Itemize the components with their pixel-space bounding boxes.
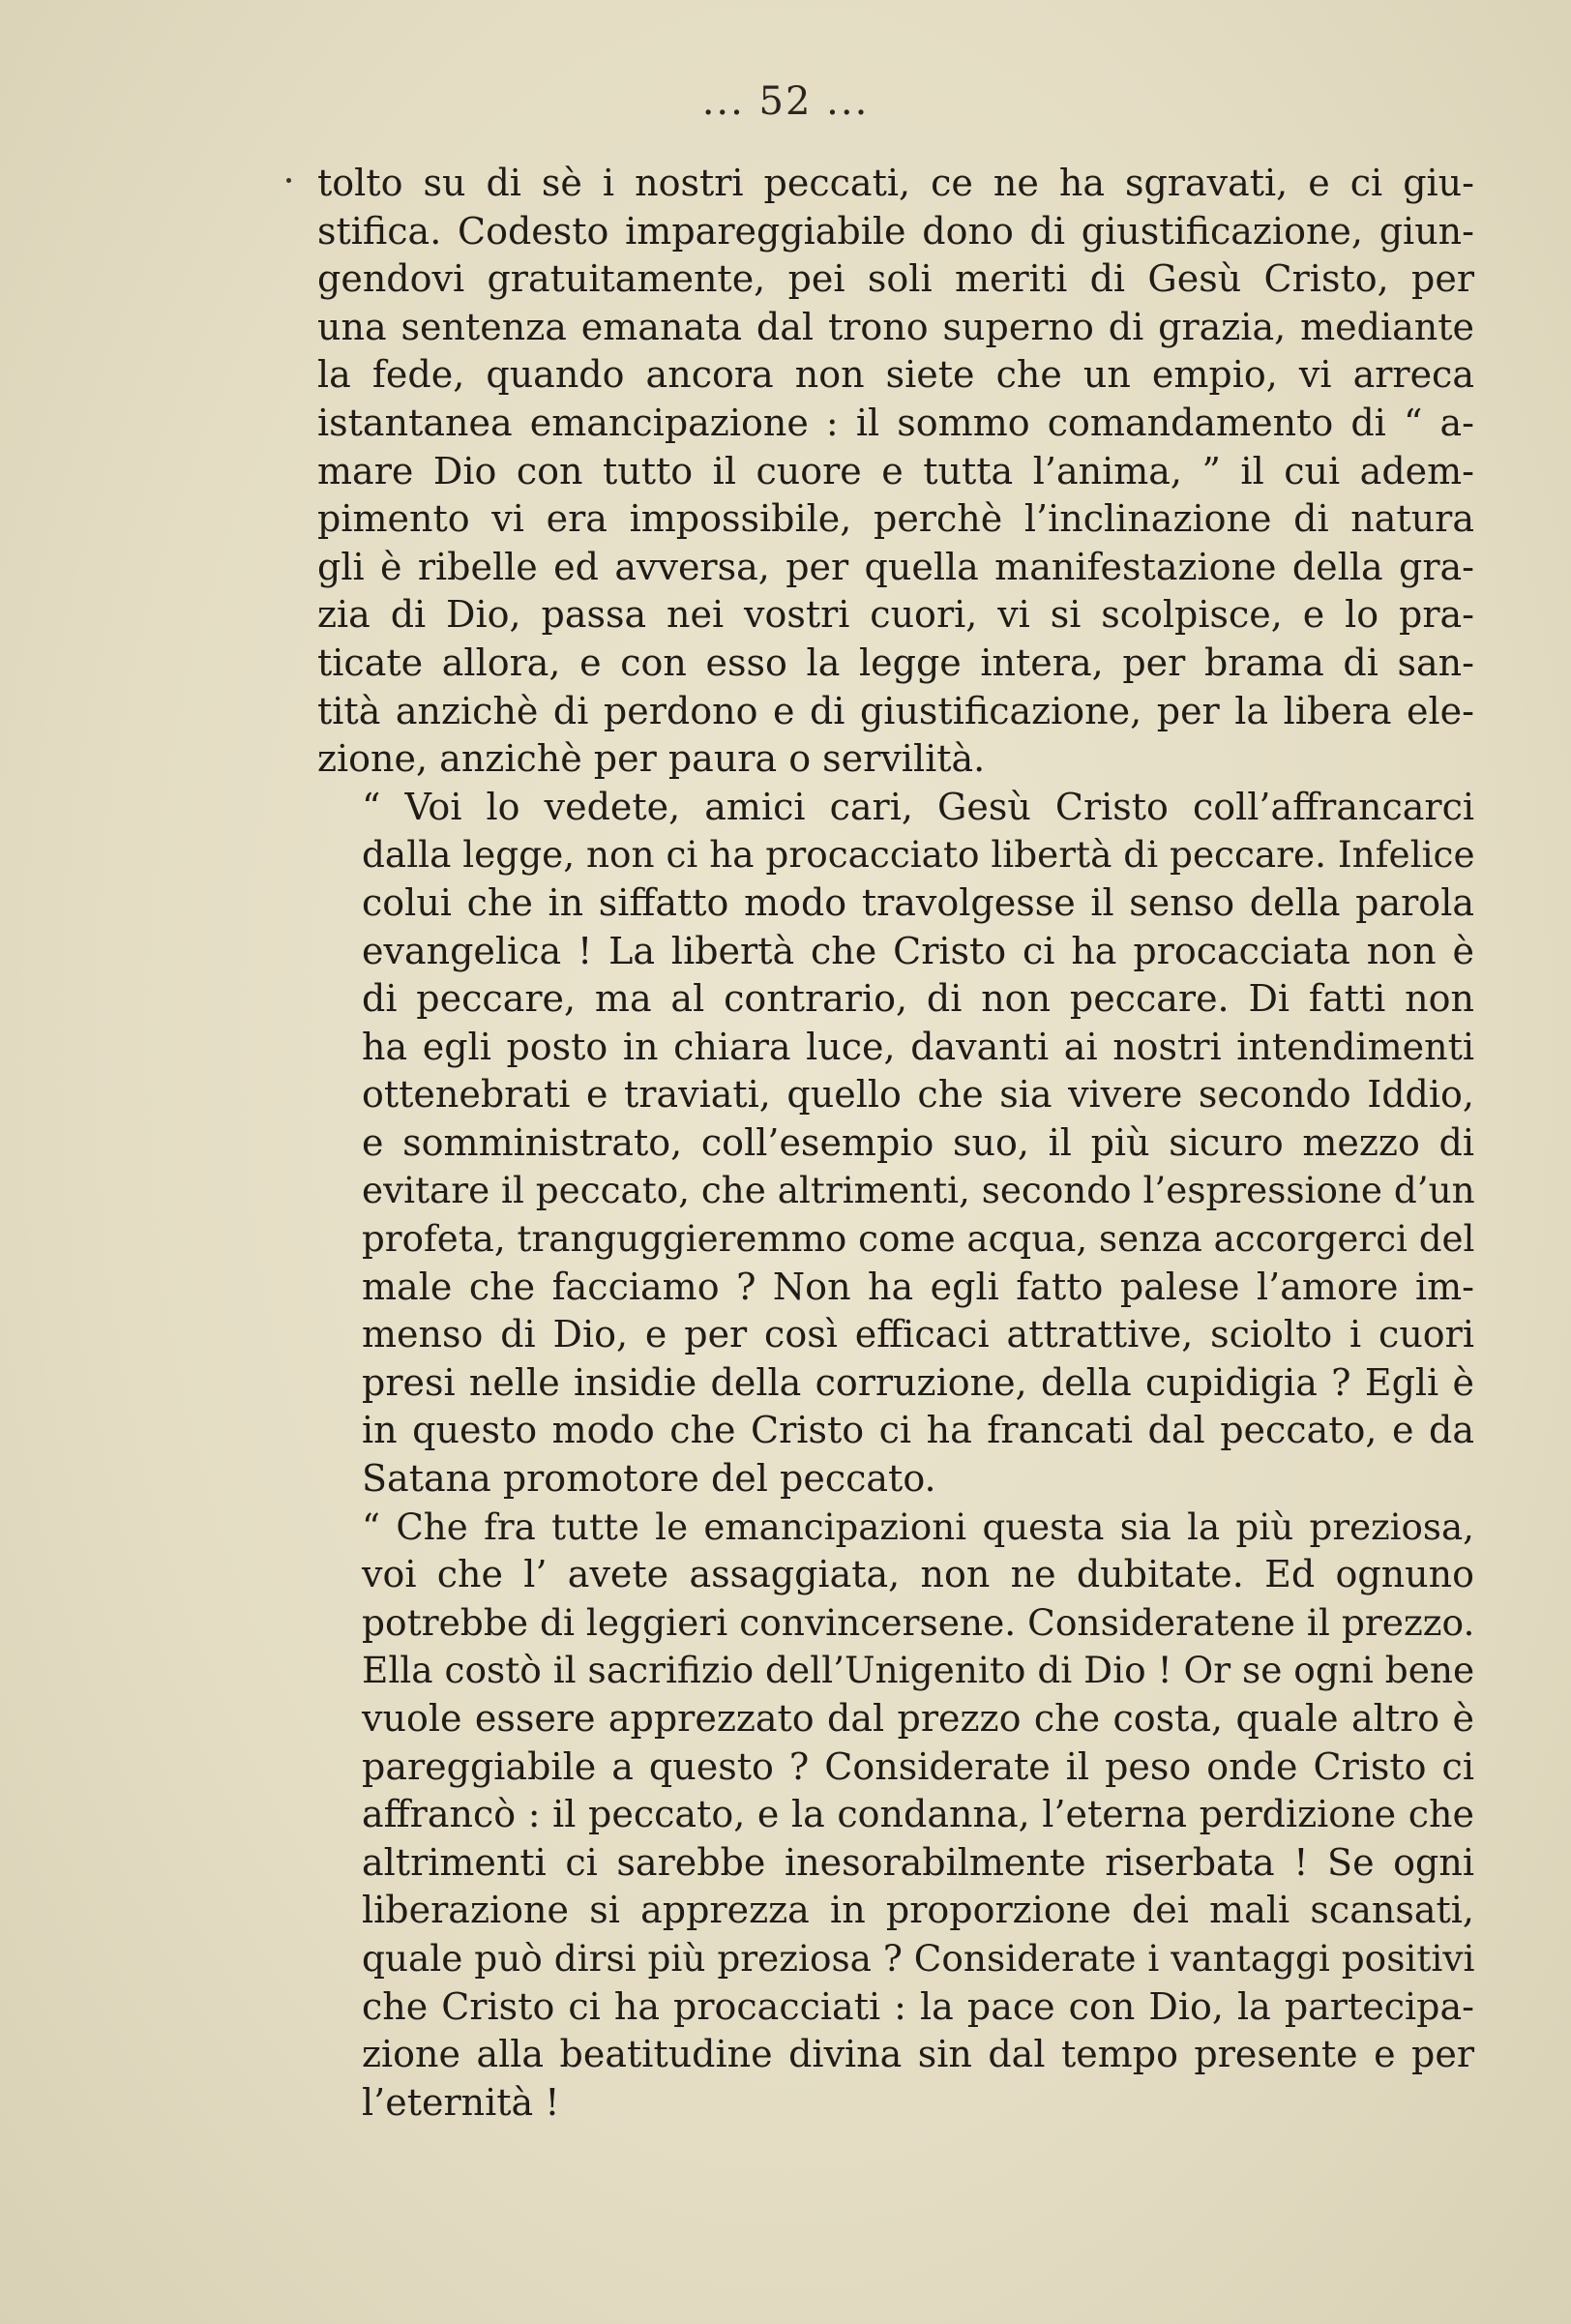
text-line: una sentenza emanata dal trono superno di grazia, mediante bbox=[317, 305, 1474, 348]
page-number: ... 52 ... bbox=[701, 79, 870, 124]
text-line: affrancò : il peccato, e la condanna, l’eterna perdizione che bbox=[362, 1793, 1474, 1836]
text-line: quale può dirsi più preziosa ? Considerate i vantaggi positivi bbox=[362, 1936, 1475, 1980]
body-text bbox=[317, 160, 1474, 2127]
text-line: menso di Dio, e per così efficaci attrattive, sciolto i cuori bbox=[362, 1313, 1474, 1356]
text-line: mare Dio con tutto il cuore e tutta l’anima, ” il cui adem- bbox=[317, 449, 1474, 492]
text-line: “ Voi lo vedete, amici cari, Gesù Cristo coll’affrancarci bbox=[362, 785, 1474, 828]
paragraph bbox=[317, 1504, 1474, 2128]
text-line: pimento vi era impossibile, perchè l’inclinazione di natura bbox=[317, 497, 1474, 541]
text-line: dalla legge, non ci ha procacciato libertà di peccare. Infelice bbox=[362, 833, 1475, 877]
text-line: istantanea emancipazione : il sommo comandamento di “ a- bbox=[317, 401, 1474, 444]
text-line: l’eternità ! bbox=[362, 2080, 560, 2124]
paragraph bbox=[317, 784, 1474, 1504]
text-line: liberazione si apprezza in proporzione dei mali scansati, bbox=[362, 1889, 1474, 1932]
text-line: gli è ribelle ed avversa, per quella manifestazione della gra- bbox=[317, 545, 1474, 588]
text-line: vuole essere apprezzato dal prezzo che costa, quale altro è bbox=[362, 1697, 1474, 1740]
text-line: male che facciamo ? Non ha egli fatto palese l’amore im- bbox=[362, 1265, 1474, 1308]
text-line: colui che in siffatto modo travolgesse il senso della parola bbox=[362, 880, 1474, 924]
paragraph bbox=[317, 160, 1474, 784]
text-line: Ella costò il sacrifizio dell’Unigenito di Dio ! Or se ogni bene bbox=[362, 1649, 1475, 1692]
text-line: presi nelle insidie della corruzione, della cupidigia ? Egli è bbox=[362, 1360, 1474, 1404]
text-line: in questo modo che Cristo ci ha francati dal peccato, e da bbox=[362, 1409, 1474, 1452]
text-line: evangelica ! La libertà che Cristo ci ha procacciata non è bbox=[362, 929, 1474, 972]
text-line: e somministrato, coll’esempio suo, il più sicuro mezzo di bbox=[362, 1120, 1474, 1164]
text-line: ticate allora, e con esso la legge intera, per brama di san- bbox=[317, 641, 1474, 684]
text-line: Satana promotore del peccato. bbox=[362, 1457, 936, 1501]
text-line: zia di Dio, passa nei vostri cuori, vi si scolpisce, e lo pra- bbox=[317, 593, 1474, 637]
text-line: che Cristo ci ha procacciati : la pace con Dio, la partecipa- bbox=[362, 1984, 1474, 2028]
text-line: potrebbe di leggieri convincersene. Consideratene il prezzo. bbox=[362, 1600, 1475, 1644]
text-line: di peccare, ma al contrario, di non peccare. Di fatti non bbox=[362, 977, 1474, 1021]
text-line: zione, anzichè per paura o servilità. bbox=[317, 737, 986, 781]
text-line: zione alla beatitudine divina sin dal tempo presente e per bbox=[362, 2033, 1474, 2076]
text-line: stifica. Codesto impareggiabile dono di giustificazione, giun- bbox=[317, 209, 1474, 253]
text-line: voi che l’ avete assaggiata, non ne dubitate. Ed ognuno bbox=[362, 1553, 1474, 1596]
text-line: tità anzichè di perdono e di giustificazione, per la libera ele- bbox=[317, 689, 1474, 732]
text-line: profeta, tranguggieremmo come acqua, senza accorgerci del bbox=[362, 1217, 1475, 1261]
text-line: “ Che fra tutte le emancipazioni questa sia la più preziosa, bbox=[362, 1505, 1474, 1548]
text-line: pareggiabile a questo ? Considerate il peso onde Cristo ci bbox=[362, 1744, 1474, 1788]
text-line: ha egli posto in chiara luce, davanti ai nostri intendimenti bbox=[362, 1025, 1474, 1068]
text-line: la fede, quando ancora non siete che un empio, vi arreca bbox=[317, 353, 1474, 397]
text-line: tolto su di sè i nostri peccati, ce ne ha sgravati, e ci giu- bbox=[317, 162, 1474, 204]
text-line: altrimenti ci sarebbe inesorabilmente riserbata ! Se ogni bbox=[362, 1840, 1474, 1884]
text-line: ottenebrati e traviati, quello che sia vivere secondo Iddio, bbox=[362, 1073, 1474, 1117]
ink-speck bbox=[286, 178, 291, 183]
text-line: evitare il peccato, che altrimenti, secondo l’espressione d’un bbox=[362, 1169, 1475, 1212]
text-line: gendovi gratuitamente, pei soli meriti di Gesù Cristo, per bbox=[317, 257, 1474, 301]
